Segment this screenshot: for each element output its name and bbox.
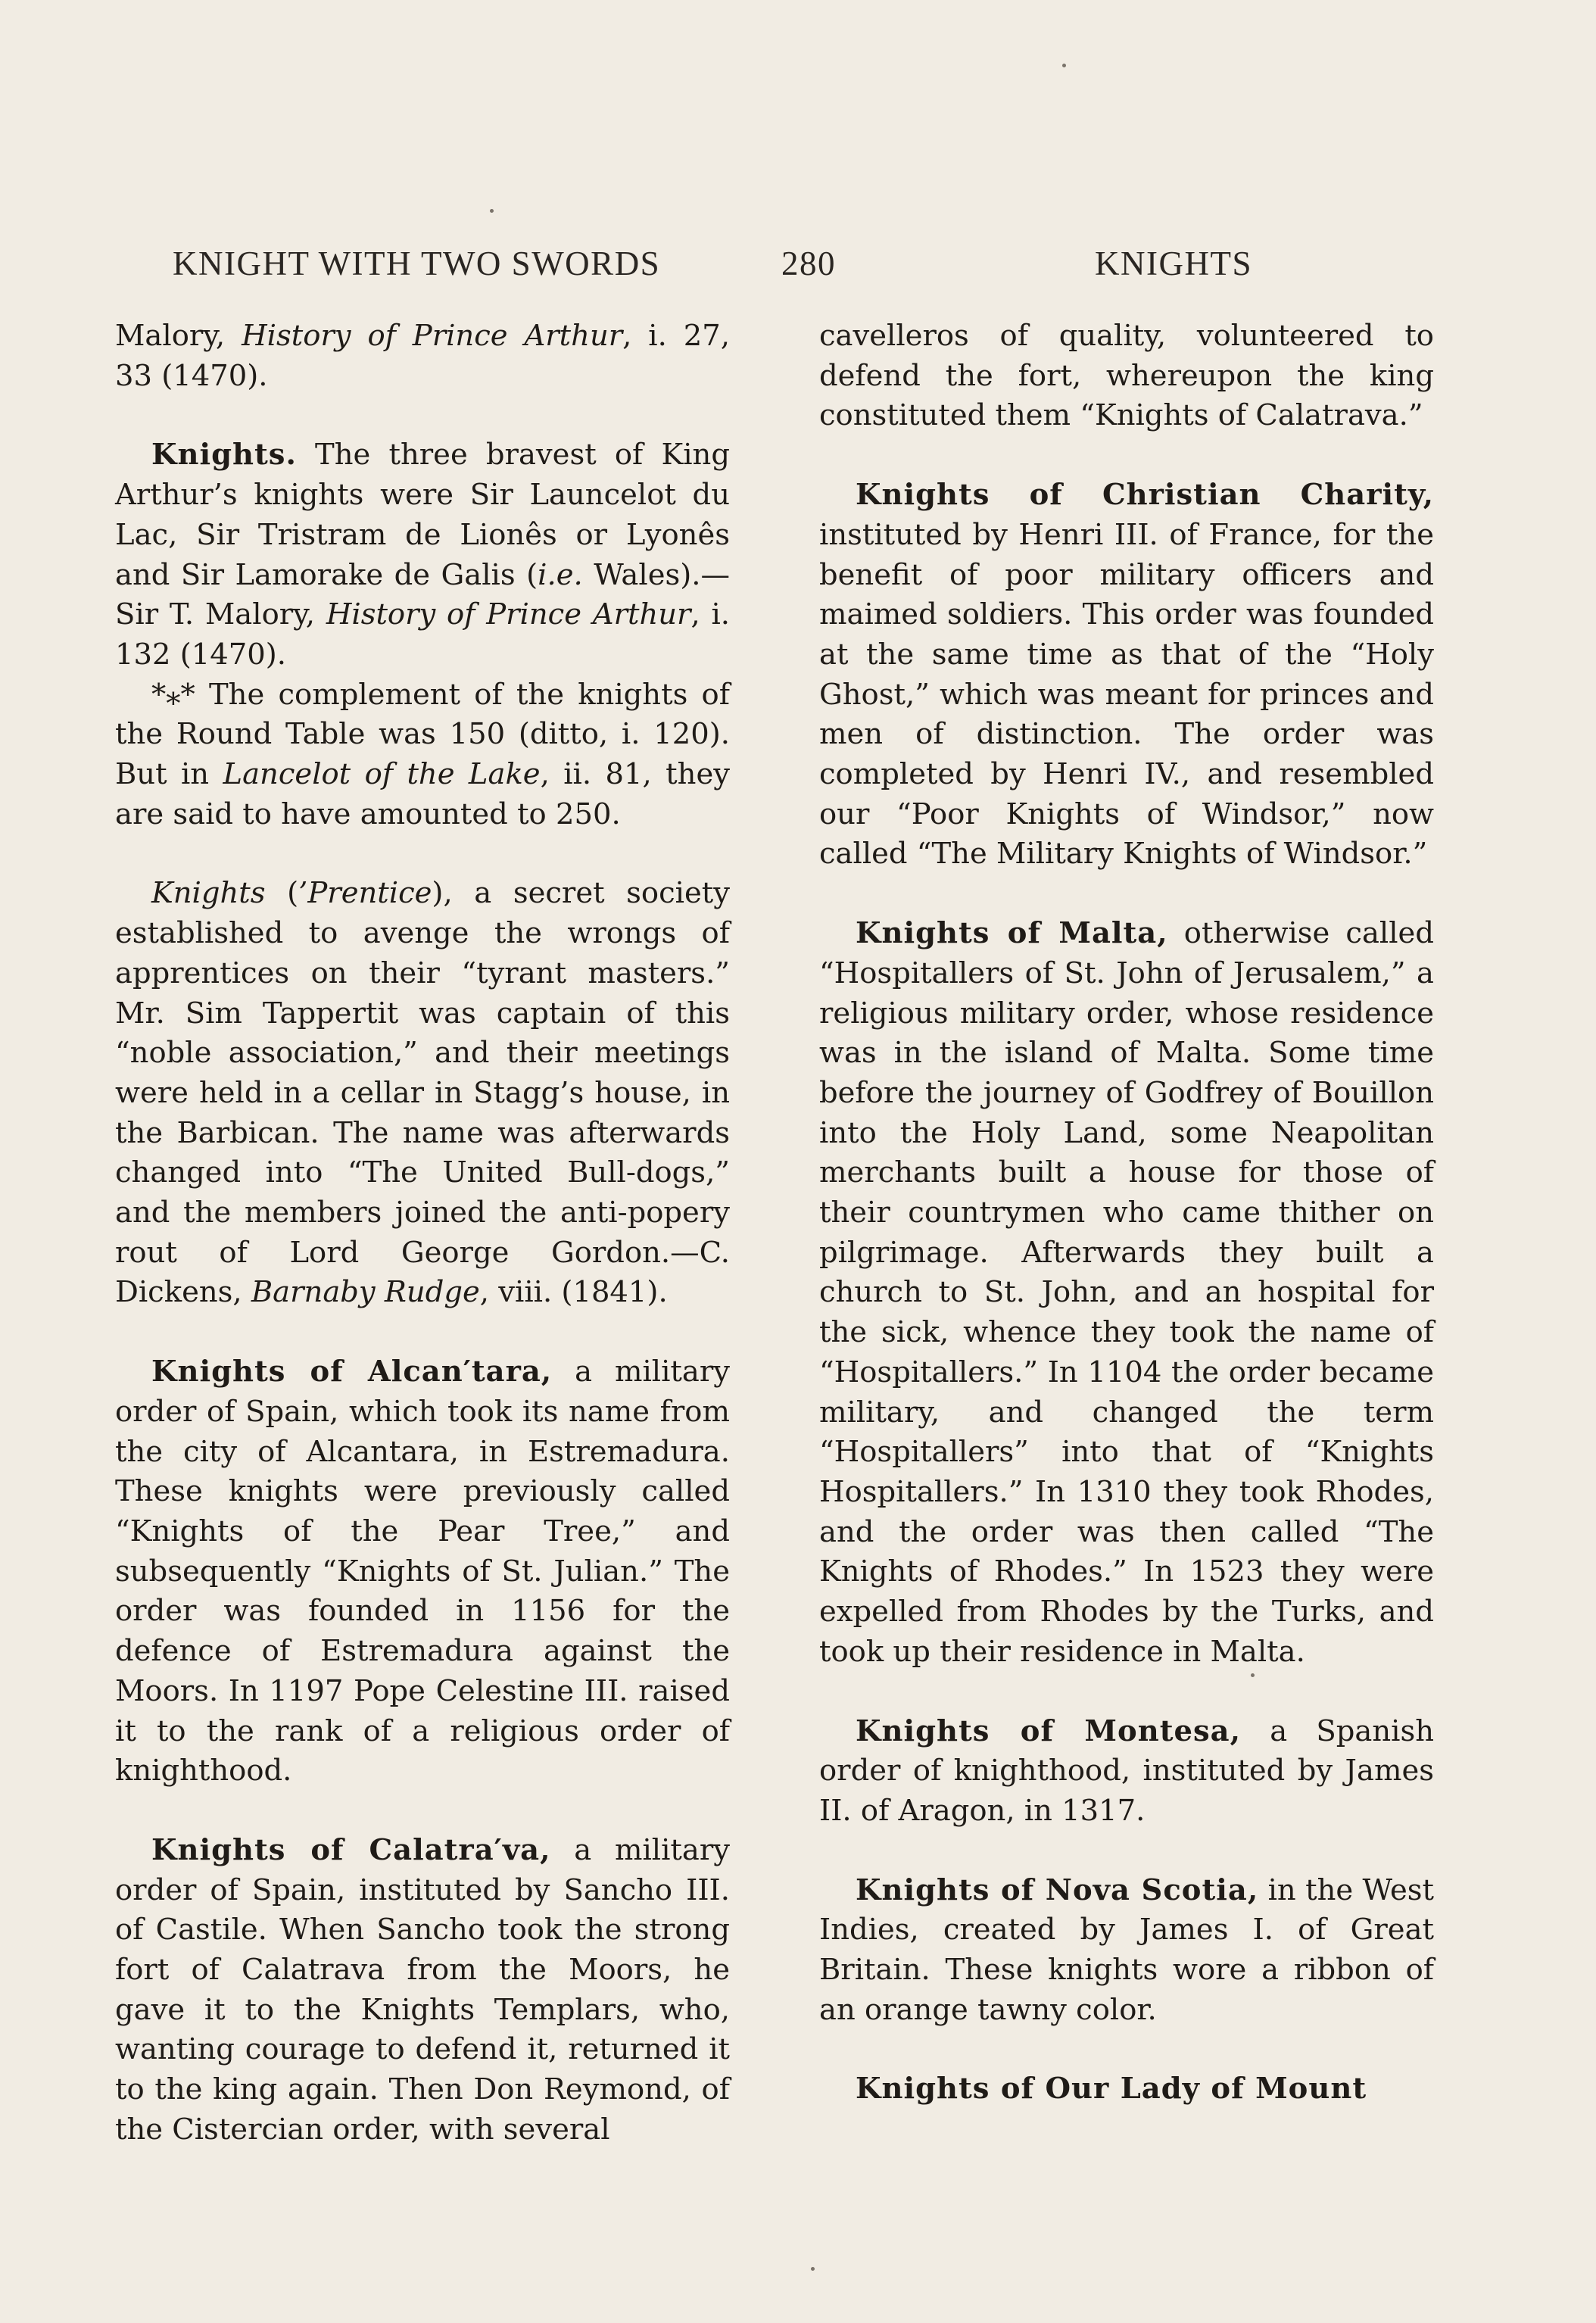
entry-headword: Knights of Alcan′tara,	[151, 1355, 553, 1389]
entry-calatrava-continued	[819, 316, 1434, 436]
entry-knights-prentice	[115, 874, 730, 1313]
entry-headword: Knights	[151, 876, 266, 911]
entry-headword: Knights of Malta,	[856, 916, 1168, 951]
entry-text	[115, 435, 730, 675]
entry-knights-of-christian-charity	[819, 476, 1434, 875]
entry-text	[819, 2069, 1434, 2109]
entry-knights-of-montesa	[819, 1712, 1434, 1832]
entry-knights-of-alcantara	[115, 1352, 730, 1791]
text-run: Wales).—Sir T. Malory,	[115, 557, 730, 632]
text-run: , i. 27, 33 (1470).	[115, 319, 731, 393]
entry-knights-of-malta	[819, 914, 1434, 1672]
entry-headword: Knights of Calatra′va,	[151, 1832, 551, 1867]
text-run: , a secret society established to avenge the wrongs of apprentices on their “tyrant masters.” Mr. Sim Tappertit was captain of this “noble association,” and their meetings were held in a cellar in Stagg’s house, in the Barbican. The name was afterwards changed into “The United Bull-dogs,” and the members joined the anti-popery rout of Lord George Gordon.—C. Dickens,	[115, 876, 730, 1310]
page-number: 280	[781, 245, 836, 282]
text-run: a Spanish order of knighthood, instituted by James II. of Aragon, in 1317.	[819, 1713, 1434, 1828]
book-title: History of Prince Arthur	[326, 597, 691, 632]
text-run: otherwise called “Hospitallers of St. John of Jerusalem,” a religious military order, whose residence was in the island of Malta. Some time before the journey of Godfrey of Bouillon into the Holy Land, some Neapolitan merchants built a house for those of their countrymen who came thither on pilgrimage. Afterwards they built a church to St. John, and an hospital for the sick, whence they took the name of “Hospitallers.” In 1104 the order became military, and changed the term “Hospitallers” into that of “Knights Hospitallers.” In 1310 they took Rhodes, and the order was then called “The Knights of Rhodes.” In 1523 they were expelled from Rhodes by the Turks, and took up their residence in Malta.	[819, 916, 1434, 1669]
text-run: a military order of Spain, which took its name from the city of Alcantara, in Estremadura. These knights were previously called “Knights of the Pear Tree,” and subsequently “Knights of St. Julian.” The order was founded in 1156 for the defence of Estremadura against the Moors. In 1197 Pope Celestine III. raised it to the rank of a religious order of knighthood.	[115, 1355, 730, 1788]
text-run: i.e.	[538, 557, 583, 592]
entry-headword: Knights of Christian Charity,	[856, 478, 1434, 513]
entry-headword: Knights of Montesa,	[856, 1713, 1242, 1748]
running-head-right: KNIGHTS	[1095, 245, 1252, 282]
left-column	[115, 316, 730, 2150]
entry-note	[115, 675, 730, 835]
text-run: The three bravest of King Arthur’s knights were Sir Launcelot du Lac, Sir Tristram de Lionês or Lyonês and Sir Lamorake de Galis (	[115, 438, 730, 592]
entry-text	[115, 1352, 730, 1791]
entry-text	[819, 1712, 1434, 1832]
entry-text	[819, 476, 1434, 875]
running-head	[173, 244, 1252, 289]
text-run: in the West Indies, created by James I. of Great Britain. These knights wore a ribbon of an orange tawny color.	[819, 1872, 1434, 2027]
entry-headword: Knights.	[151, 438, 297, 472]
entry-text	[819, 914, 1434, 1672]
entry-text: cavelleros of quality, volunteered to defend the fort, whereupon the king constituted them “Knights of Calatrava.”	[819, 319, 1434, 433]
text-run: ’Prentice	[298, 876, 432, 911]
entry-text	[115, 316, 730, 396]
text-run: (	[265, 876, 299, 911]
entry-headword: Knights of Nova Scotia,	[856, 1872, 1259, 1907]
text-run: )	[432, 876, 444, 911]
text-run: , ii. 81, they are said to have amounted to 250.	[115, 757, 730, 831]
paper-speck	[1251, 1673, 1255, 1677]
entry-knights-of-nova-scotia	[819, 1871, 1434, 2031]
right-column	[819, 316, 1434, 2109]
text-run: a military order of Spain, instituted by Sancho III. of Castile. When Sancho took the strong fort of Calatrava from the Moors, he gave it to the Knights Templars, who, wanting courage to defend it, returned it to the king again. Then Don Reymond, of the Cistercian order, with several	[115, 1832, 730, 2147]
entry-headword: Knights of Our Lady of Mount	[856, 2072, 1367, 2106]
book-title: History of Prince Arthur	[242, 319, 623, 353]
entry-text	[115, 1831, 730, 2150]
running-head-left: KNIGHT WITH TWO SWORDS	[173, 245, 661, 282]
entry-text	[115, 874, 730, 1313]
paper-speck	[811, 2267, 815, 2271]
text-run: , viii. (1841).	[479, 1275, 668, 1310]
paper-speck	[490, 209, 494, 213]
text-run: The complement of the knights of the Round Table was 150 (ditto, i. 120). But in	[115, 677, 730, 792]
book-title: Lancelot of the Lake	[223, 757, 541, 792]
entry-knights-of-our-lady	[819, 2069, 1434, 2109]
book-title: Barnaby Rudge	[251, 1275, 480, 1310]
asterism: *⁎*	[151, 677, 195, 712]
paper-speck	[1062, 64, 1066, 67]
text-run: Malory,	[115, 319, 242, 353]
entry-continuation	[115, 316, 730, 396]
entry-knights-of-calatrava	[115, 1831, 730, 2150]
text-run: , i. 132 (1470).	[115, 597, 730, 672]
entry-text	[819, 1871, 1434, 2031]
text-run: instituted by Henri III. of France, for the benefit of poor military officers and maimed soldiers. This order was founded at the same time as that of the “Holy Ghost,” which was meant for princes and men of distinction. The order was completed by Henri IV., and resembled our “Poor Knights of Windsor,” now called “The Military Knights of Windsor.”	[819, 517, 1434, 872]
entry-knights	[115, 435, 730, 834]
